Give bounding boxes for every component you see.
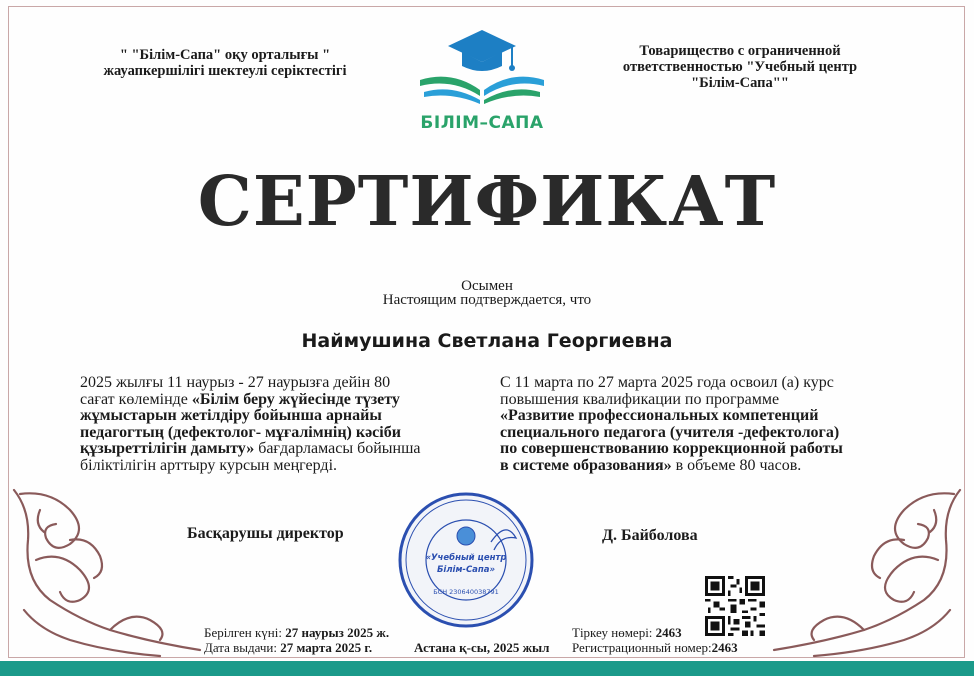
issue-date-kz-value: 27 наурыз 2025 ж. (285, 625, 390, 640)
ru-line4 (500, 425, 900, 442)
issue-date-kz (204, 625, 389, 641)
kz-line5-plain: бағдарламасы бойынша (254, 440, 421, 457)
header-left-line2: жауапкершілігі шектеулі серіктестігі (103, 63, 347, 79)
ru-line6 (500, 458, 900, 475)
header-left-org-kz (60, 47, 390, 79)
qr-code-icon[interactable] (705, 576, 765, 636)
ru-line5 (500, 441, 900, 458)
header-right-org-ru (590, 43, 890, 91)
ru-line2: повышения квалификации по программе (500, 390, 780, 408)
course-description-ru (500, 375, 900, 474)
ru-line6-bold: в системе образования» (500, 456, 672, 474)
ru-line1: С 11 марта по 27 марта 2025 года освоил (а) курс (500, 374, 834, 391)
reg-number-kz-value: 2463 (655, 625, 682, 640)
ru-line3-bold: «Развитие профессиональных компетенций (500, 407, 819, 424)
header-right-line2: ответственностью "Учебный центр (622, 59, 858, 75)
kz-line5 (80, 441, 480, 458)
stamp-bin: БСН 230640038791 (433, 588, 499, 596)
certificate-title: СЕРТИФИКАТ (197, 162, 777, 242)
director-title: Басқарушы директор (187, 525, 344, 542)
ornament-right-decoration (764, 480, 964, 660)
issue-city: Астана қ-сы, 2025 жыл (414, 640, 550, 655)
header-left-line1: " "Білім-Сапа" оқу орталығы " (119, 47, 331, 63)
issue-date-ru-label: Дата выдачи: (204, 640, 278, 655)
intro-kz: Осымен (461, 278, 513, 294)
ru-line4-bold: специального педагога (учителя -дефектолога) (500, 423, 840, 441)
kz-line4-bold: педагогтың (дефектолог- мұғалімнің) кәсіби (80, 423, 401, 441)
kz-line2-plain: сағат көлемінде (80, 390, 192, 408)
director-name: Д. Байболова (602, 527, 698, 544)
ornament-left-decoration (10, 480, 210, 660)
stamp-text-1: «Учебный центр (425, 553, 507, 563)
reg-number-ru (572, 640, 738, 656)
kz-line2 (80, 392, 480, 409)
issue-date-ru (204, 640, 372, 656)
kz-line3 (80, 408, 480, 425)
issue-date-kz-label: Берілген күні: (204, 625, 282, 640)
official-stamp (396, 490, 536, 630)
course-description-kz (80, 375, 480, 474)
intro-ru: Настоящим подтверждается, что (382, 292, 592, 308)
kz-line1: 2025 жылғы 11 наурыз - 27 наурызға дейін 80 (80, 374, 391, 391)
kz-line3-bold: жұмыстарын жетілдіру бойынша арнайы (80, 407, 382, 424)
header-right-line3: "Білім-Сапа"" (691, 75, 789, 91)
issue-date-ru-value: 27 марта 2025 г. (280, 640, 373, 655)
recipient-name: Наймушина Светлана Георгиевна (301, 330, 673, 352)
bottom-accent-bar (0, 661, 974, 676)
ru-line5-bold: по совершенствованию коррекционной работы (500, 440, 843, 457)
reg-number-kz (572, 625, 682, 641)
reg-number-ru-label: Регистрационный номер: (572, 640, 712, 655)
kz-line5-bold: құзыреттілігін дамыту» (80, 440, 255, 457)
stamp-text-2: Білім-Сапа» (436, 565, 496, 575)
logo-text: БІЛІМ–САПА (420, 113, 544, 133)
header-right-line1: Товарищество с ограниченной (639, 43, 841, 59)
reg-number-ru-value: 2463 (711, 640, 738, 655)
kz-line4 (80, 425, 480, 442)
reg-number-kz-label: Тіркеу нөмері: (572, 625, 653, 640)
ru-line3 (500, 408, 900, 425)
kz-line6: біліктілігін арттыру курсын меңгерді. (80, 456, 338, 474)
ru-line6-plain: в объеме 80 часов. (671, 456, 802, 474)
kz-line2-bold: «Білім беру жүйесінде түзету (191, 390, 400, 408)
